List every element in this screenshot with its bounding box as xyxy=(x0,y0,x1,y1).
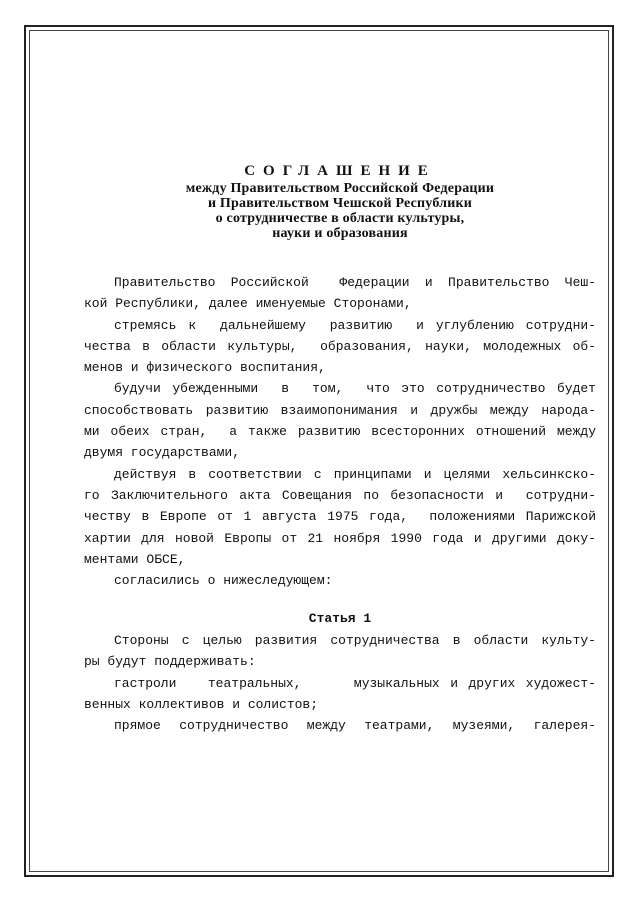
subtitle-line: между Правительством Российской Федерации xyxy=(185,181,495,196)
text-line: Правительство Российской Федерации и Правительство Чеш- xyxy=(114,275,596,290)
text-line: кой Республики, далее именуемые Сторонами, xyxy=(84,296,412,312)
preamble-text xyxy=(84,272,596,591)
text-line: менов и физического воспитания, xyxy=(84,360,326,376)
text-line: честву в Европе от 1 августа 1975 года, положениями Парижской xyxy=(84,509,596,525)
text-line: хартии для новой Европы от 21 ноября 1990 года и другими доку- xyxy=(84,530,596,546)
text-line: Стороны с целью развития сотрудничества в области культу- xyxy=(114,633,596,648)
subtitle-line: о сотрудничестве в области культуры, xyxy=(215,211,465,226)
text-line: двумя государствами, xyxy=(84,445,241,461)
document-subtitle xyxy=(84,181,596,241)
text-line: ми обеих стран, а также развитию всесторонних отношений между xyxy=(84,424,596,440)
subtitle-line: науки и образования xyxy=(272,226,408,241)
text-line: венных коллективов и солистов; xyxy=(84,696,319,712)
document-title: СОГЛАШЕНИЕ xyxy=(244,163,436,179)
article-heading: Статья 1 xyxy=(308,611,372,626)
text-line: прямое сотрудничество между театрами, музеями, галерея- xyxy=(114,718,596,734)
text-line: будучи убежденными в том, что это сотрудничество будет xyxy=(114,381,596,397)
text-line: ментами ОБСЕ, xyxy=(84,551,186,567)
text-line: чества в области культуры, образования, науки, молодежных об- xyxy=(84,338,596,354)
text-line: гастроли театральных, музыкальных и других художест- xyxy=(114,675,596,691)
subtitle-line: и Правительством Чешской Республики xyxy=(207,196,473,211)
text-line: способствовать развитию взаимопонимания и дружбы между народа- xyxy=(84,402,596,418)
text-line: ры будут поддерживать: xyxy=(84,654,256,670)
text-line: действуя в соответствии с принципами и целями хельсинкско- xyxy=(114,466,596,482)
text-line: го Заключительного акта Совещания по безопасности и сотрудни- xyxy=(84,487,596,503)
text-line: согласились о нижеследующем: xyxy=(114,573,333,589)
text-line: стремясь к дальнейшему развитию и углублению сотрудни- xyxy=(114,317,596,333)
article-text xyxy=(84,630,596,736)
